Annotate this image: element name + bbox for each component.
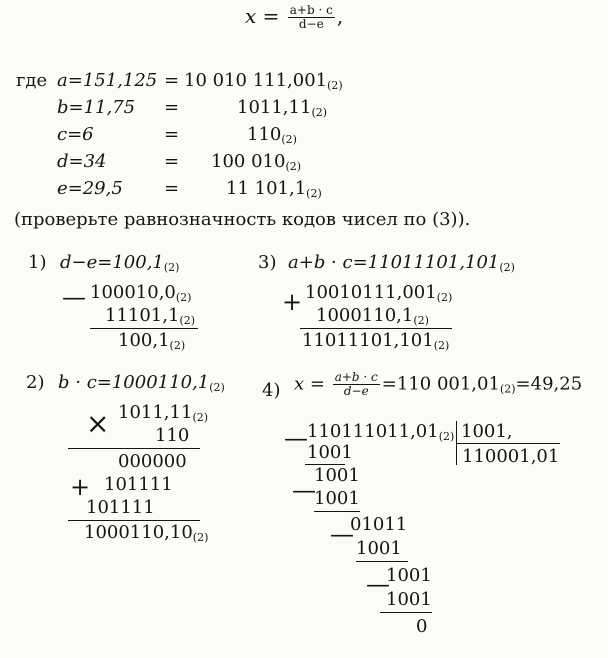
step3-addend2-base: (2) [413,314,429,327]
def-e-lhs: e=29,5 [57,178,123,199]
def-a-binary: 10 010 111,001 [184,70,328,91]
step4-rule-3 [356,561,408,562]
def-c-lhs: c=6 [57,124,94,145]
def-e-binary: 11 101,1 [226,178,307,199]
step1-minuend [90,282,191,304]
step1-minuend-base: (2) [175,291,192,304]
def-c-rhs [247,124,297,146]
step4-numerator: a+b · c [334,370,378,384]
formula-comma: , [336,4,344,28]
step2-partial1: 000000 [118,451,187,472]
step4-label: 4) [262,380,281,401]
verification-note: (проверьте равнозначность кодов чисел по (3)). [14,209,471,230]
step1-difference [118,330,185,352]
step3-rule [300,328,452,329]
step4-rem-3: 1001 [386,565,432,586]
step4-dividend-value: 110111011,01 [307,421,439,442]
def-b-eq: = [164,97,180,118]
step3-plus-sign: + [282,288,303,316]
step1-minuend-value: 100010,0 [90,282,176,303]
def-b-lhs: b=11,75 [57,97,136,118]
step1-rule [90,328,198,329]
step1-difference-value: 100,1 [118,330,170,351]
step3-sum-value: 11011101,101 [302,330,434,351]
def-a-eq: = [164,70,180,91]
def-a-base: (2) [327,79,343,92]
step4-decimal: =49,25 [515,373,583,395]
step4-fraction [333,371,380,398]
step1-expression [60,252,179,274]
step3-expr-text: a+b · c=11011101,101 [288,252,500,273]
step2-expr-text: b · c=1000110,1 [58,372,210,393]
step4-rem-2: 01011 [350,514,408,535]
step4-rule-4 [380,612,432,613]
step4-quotient-rule [456,443,560,444]
step1-subtrahend [105,305,195,327]
step4-dividend [307,421,454,443]
step4-eq: = [309,373,325,395]
step4-minus-sign-1: — [284,424,308,452]
step4-sub-3: 1001 [356,538,402,559]
def-e-rhs [226,178,322,200]
step1-subtrahend-base: (2) [179,314,196,327]
step4-sub-2: 1001 [314,488,360,509]
step4-sub-4: 1001 [386,589,432,610]
step2-multiplicand-value: 1011,11 [118,402,193,423]
step2-multiplier: 110 [155,425,190,446]
step1-difference-base: (2) [169,339,186,352]
step2-rule2 [68,520,200,521]
step2-plus-sign: + [70,473,91,501]
step3-addend1 [305,282,452,304]
step3-sum-base: (2) [433,339,450,352]
step4-sub-1: 1001 [307,442,353,463]
def-a-lhs: a=151,125 [57,70,158,91]
formula-fraction [288,4,335,31]
formula-eq: = [262,4,280,28]
step2-multiplicand-base: (2) [192,411,209,424]
step2-partial3: 101111 [86,497,155,518]
step2-label: 2) [26,372,45,393]
step2-rule1 [68,448,200,449]
def-e-base: (2) [306,187,322,200]
step4-final-remainder: 0 [416,616,428,637]
step4-x: x [294,373,305,395]
step4-minus-sign-2: — [292,476,316,504]
step2-partial2: 101111 [104,474,173,495]
def-b-base: (2) [311,106,328,119]
step4-quotient: 110001,01 [462,446,560,467]
step2-product-value: 1000110,10 [84,522,193,543]
step3-addend1-value: 10010111,001 [305,282,437,303]
step4-denominator: d−e [343,384,369,398]
step1-expr-base: (2) [163,261,180,274]
def-e-eq: = [164,178,180,199]
step1-expr-text: d−e=100,1 [60,252,164,273]
step3-addend2-value: 1000110,1 [316,305,414,326]
formula-numerator: a+b · c [289,3,333,17]
def-d-lhs: d=34 [57,151,107,172]
step3-label: 3) [258,252,277,273]
step3-sum [302,330,449,352]
step2-expr-base: (2) [209,381,225,394]
step2-expression [58,372,225,394]
step4-result: =110 001,01 [381,373,500,395]
step3-addend2 [316,305,429,327]
step2-multiplicand [118,402,208,424]
step4-minus-sign-3: — [330,520,354,548]
def-b-binary: 1011,11 [237,97,312,118]
def-b-rhs [237,97,327,119]
step1-subtrahend-value: 11101,1 [105,305,180,326]
def-d-rhs [211,151,301,173]
step4-divisor: 1001, [461,421,513,442]
step2-product [84,522,208,544]
step1-label: 1) [28,252,47,273]
step4-minus-sign-4: — [366,570,390,598]
def-d-binary: 100 010 [211,151,286,172]
def-c-eq: = [164,124,180,145]
step4-expression [294,371,582,398]
step4-result-base: (2) [499,382,516,396]
step1-minus-sign: — [62,283,86,311]
step3-expression [288,252,515,274]
step2-product-base: (2) [192,531,209,544]
step4-rem-1: 1001 [314,465,360,486]
def-d-eq: = [164,151,180,172]
step3-addend1-base: (2) [436,291,453,304]
main-formula [245,4,343,31]
def-c-base: (2) [281,133,297,146]
def-a-rhs [184,70,343,92]
formula-denominator: d−e [298,17,324,31]
formula-x: x [245,4,257,28]
step2-times-sign: × [86,407,110,440]
where-word: где [16,70,48,91]
def-c-binary: 110 [247,124,282,145]
step4-rule-2 [314,511,360,512]
def-d-base: (2) [285,160,302,173]
step3-expr-base: (2) [499,261,515,274]
step4-dividend-base: (2) [438,430,455,443]
